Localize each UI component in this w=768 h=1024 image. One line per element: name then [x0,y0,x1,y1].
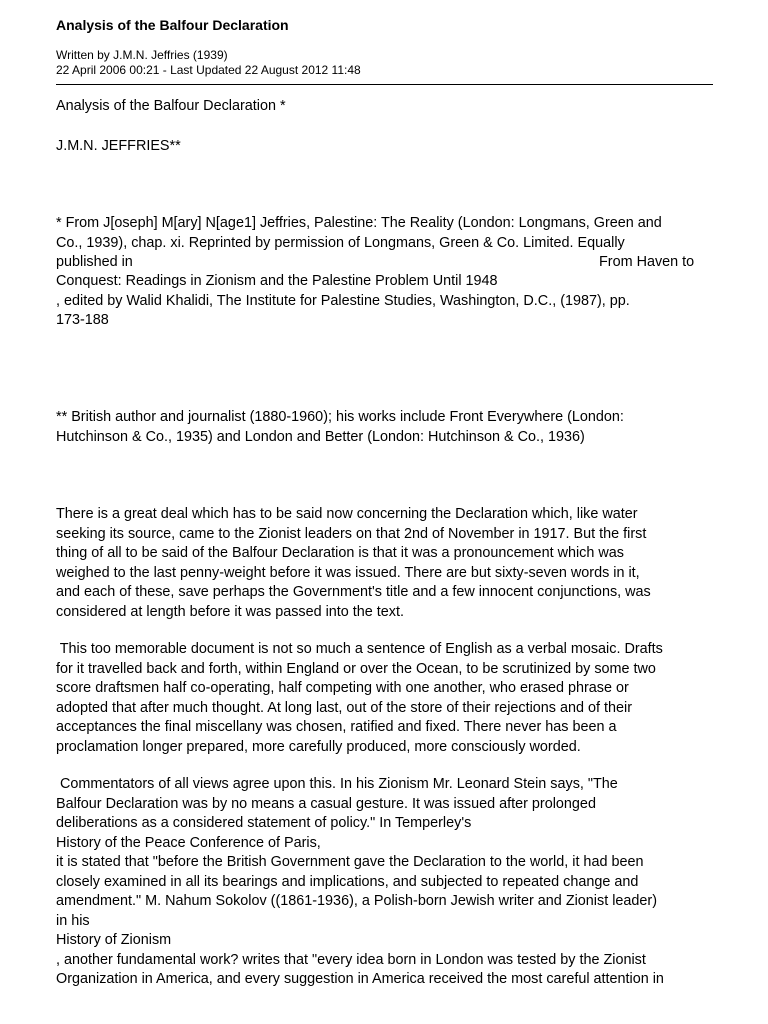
footnote-line: ** British author and journalist (1880-1960); his works include Front Everywhere (London: [56,409,624,425]
footnote-author-bio [56,408,716,447]
paragraph-line: History of the Peace Conference of Paris, [56,834,321,851]
paragraph-line: in his [56,912,90,929]
paragraph-line: considered at length before it was passed into the text. [56,603,404,620]
footnote-line: , edited by Walid Khalidi, The Institute for Palestine Studies, Washington, D.C., (1987), pp. [56,292,630,309]
article-author: J.M.N. JEFFRIES** [56,138,181,154]
paragraph-line: and each of these, save perhaps the Government's title and a few innocent conjunctions, was [56,584,651,600]
paragraph-line: for it travelled back and forth, within England or over the Ocean, to be scrutinized by some two [56,660,656,677]
paragraph-line: Organization in America, and every suggestion in America received the most careful attention in [56,971,664,987]
footnote-line: Co., 1939), chap. xi. Reprinted by permission of Longmans, Green & Co. Limited. Equally [56,234,625,251]
paragraph-line: amendment." M. Nahum Sokolov ((1861-1936), a Polish-born Jewish writer and Zionist leader) [56,893,657,909]
footnote-split-right: From Haven to [599,254,695,270]
paragraph-line: deliberations as a considered statement of policy." In Temperley's [56,815,472,831]
paragraph-line: Balfour Declaration was by no means a casual gesture. It was issued after prolonged [56,795,596,812]
footnote-line: 173-188 [56,312,109,328]
article-dates: 22 April 2006 00:21 - Last Updated 22 August 2012 11:48 [56,63,361,77]
body-paragraph-2 [56,640,716,757]
footnote-source-continued [56,272,716,331]
paragraph-line: seeking its source, came to the Zionist leaders on that 2nd of November in 1917. But the first [56,525,647,542]
paragraph-line: closely examined in all its bearings and implications, and subjected to repeated change and [56,873,639,890]
written-by: Written by J.M.N. Jeffries (1939) [56,48,228,62]
paragraph-line: thing of all to be said of the Balfour Declaration is that it was a pronouncement which was [56,545,624,561]
paragraph-line: weighed to the last penny-weight before it was issued. There are but sixty-seven words in it, [56,564,640,581]
paragraph-line: Commentators of all views agree upon this. In his Zionism Mr. Leonard Stein says, "The [56,776,618,792]
paragraph-line: History of Zionism [56,932,172,948]
article-meta [56,48,361,78]
paragraph-line: There is a great deal which has to be said now concerning the Declaration which, like water [56,506,638,522]
paragraph-line: score draftsmen half co-operating, half competing with one another, who erased phrase or [56,680,629,696]
paragraph-line: , another fundamental work? writes that "every idea born in London was tested by the Zionist [56,951,646,968]
article-title: Analysis of the Balfour Declaration * [56,98,286,114]
paragraph-line: it is stated that "before the British Government gave the Declaration to the world, it had been [56,854,644,870]
footnote-split-line [56,253,695,273]
footnote-line: Hutchinson & Co., 1935) and London and Better (London: Hutchinson & Co., 1936) [56,428,585,445]
paragraph-line: proclamation longer prepared, more carefully produced, more consciously worded. [56,738,581,755]
footnote-split-left: published in [56,254,133,270]
body-paragraph-1 [56,505,716,622]
footnote-line: Conquest: Readings in Zionism and the Palestine Problem Until 1948 [56,273,498,289]
body-paragraph-3 [56,775,716,990]
header-divider [56,84,713,85]
footnote-line: * From J[oseph] M[ary] N[age1] Jeffries, Palestine: The Reality (London: Longmans, Green and [56,215,662,231]
footnote-source [56,214,716,253]
paragraph-line: adopted that after much thought. At long last, out of the store of their rejections and of their [56,699,632,716]
paragraph-line: This too memorable document is not so much a sentence of English as a verbal mosaic. Drafts [56,641,663,657]
page-header-title: Analysis of the Balfour Declaration [56,17,289,33]
paragraph-line: acceptances the final miscellany was chosen, ratified and fixed. There never has been a [56,719,617,735]
